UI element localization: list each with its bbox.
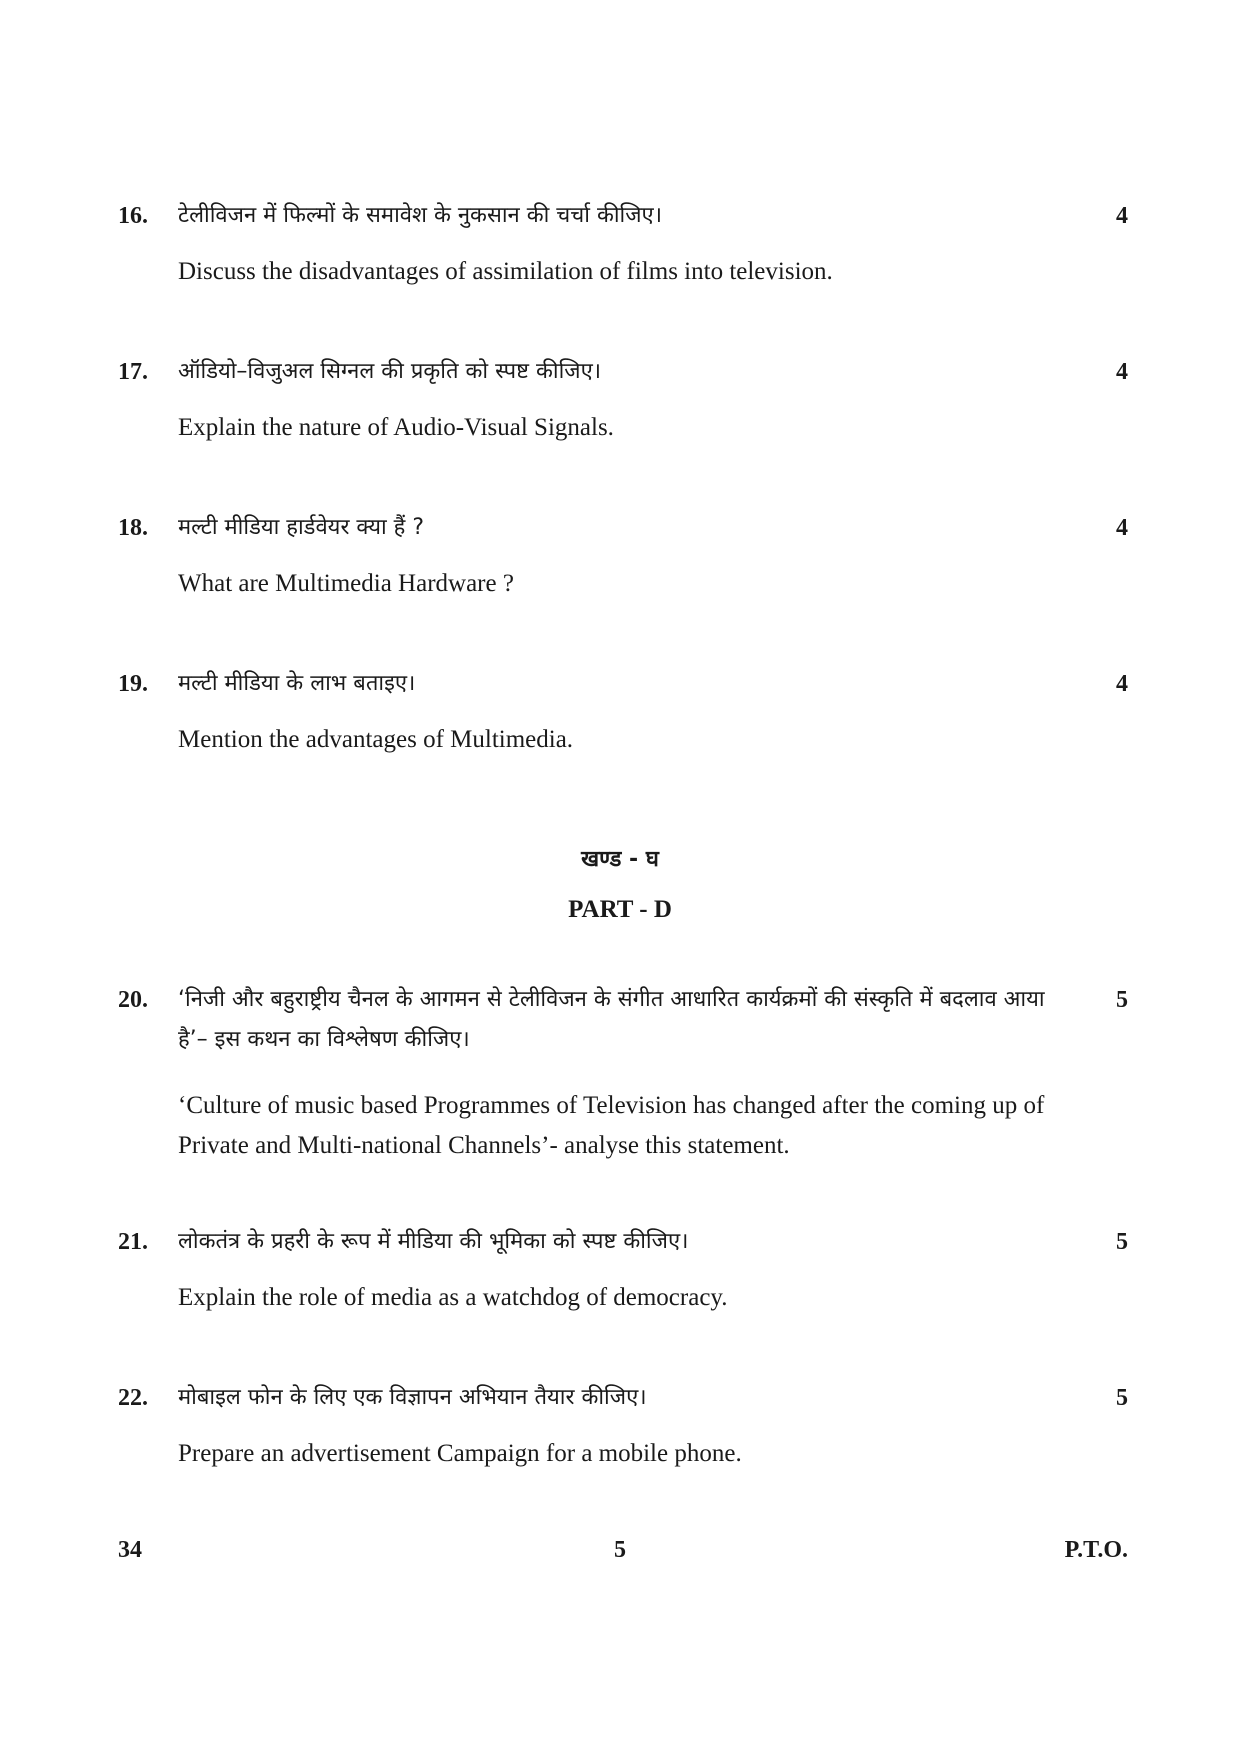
question-english-text: What are Multimedia Hardware ? [178,570,514,597]
section-heading-hindi: खण्ड - घ [581,847,659,872]
question-hindi-text: टेलीविजन में फिल्मों के समावेश के नुकसान की चर्चा कीजिए। [178,203,663,228]
footer-page-number: 5 [614,1537,626,1563]
question-number: 22. [118,1385,148,1411]
question-number: 19. [118,671,148,697]
question-number: 16. [118,203,148,229]
footer-pto: P.T.O. [1064,1537,1128,1563]
question-hindi-text: मल्टी मीडिया हार्डवेयर क्या हैं ? [178,515,425,540]
question-hindi-text: ऑडियो–विजुअल सिग्नल की प्रकृति को स्पष्ट कीजिए। [178,359,602,384]
question-hindi-text: लोकतंत्र के प्रहरी के रूप में मीडिया की भूमिका को स्पष्ट कीजिए। [178,1229,689,1254]
question-marks: 5 [1116,1229,1128,1255]
section-heading-english: PART - D [568,896,672,923]
question-english-text: Prepare an advertisement Campaign for a mobile phone. [178,1440,742,1467]
question-marks: 5 [1116,987,1128,1013]
question-marks: 4 [1116,515,1128,541]
question-hindi-text: मोबाइल फोन के लिए एक विज्ञापन अभियान तैयार कीजिए। [178,1385,647,1410]
question-english-text: Explain the nature of Audio-Visual Signals. [178,414,614,441]
question-number: 21. [118,1229,148,1255]
question-number: 18. [118,515,148,541]
footer-paper-code: 34 [118,1537,142,1563]
question-hindi-text: मल्टी मीडिया के लाभ बताइए। [178,671,416,696]
question-english-text: Discuss the disadvantages of assimilation of films into television. [178,258,833,285]
question-marks: 4 [1116,359,1128,385]
question-marks: 4 [1116,203,1128,229]
question-english-text: Explain the role of media as a watchdog of democracy. [178,1284,728,1311]
question-english-text: Mention the advantages of Multimedia. [178,726,574,753]
question-marks: 4 [1116,671,1128,697]
question-hindi-text: ‘निजी और बहुराष्ट्रीय चैनल के आगमन से टेलीविजन के संगीत आधारित कार्यक्रमों की संस्कृति में बदलाव आया है’– इस कथन का विश्लेषण कीजिए। [178,987,1045,1052]
question-marks: 5 [1116,1385,1128,1411]
question-number: 20. [118,987,148,1013]
question-english-text: ‘Culture of music based Programmes of Television has changed after the coming up of Private and Multi-national Channels’- analyse this statement. [178,1092,1045,1159]
question-number: 17. [118,359,148,385]
